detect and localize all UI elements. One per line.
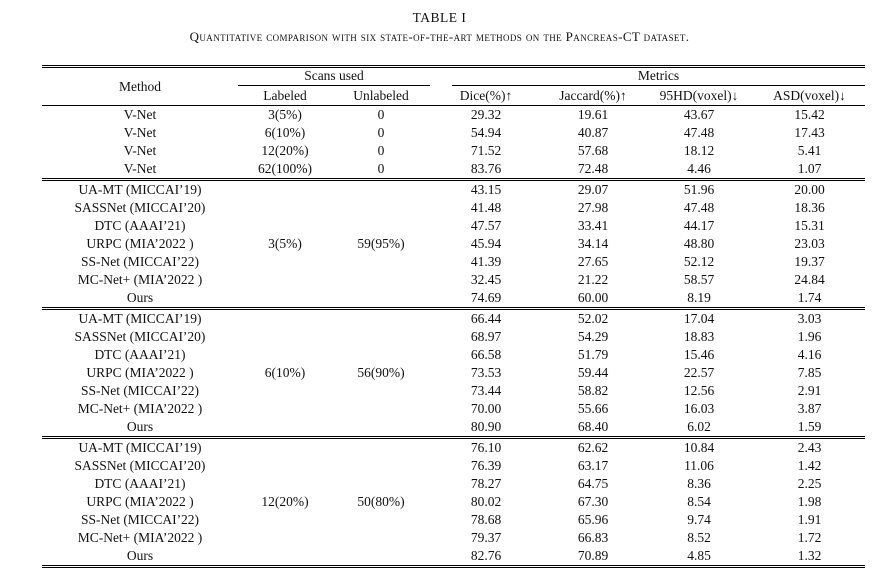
labeled-cell bbox=[238, 438, 332, 458]
dice-cell: 41.48 bbox=[470, 200, 502, 215]
method-cell: SASSNet (MICCAI’20) bbox=[74, 200, 206, 215]
method-cell: V-Net bbox=[123, 161, 157, 176]
jaccard-cell: 52.02 bbox=[577, 311, 609, 326]
jaccard-cell: 54.29 bbox=[577, 329, 609, 344]
table-group bbox=[42, 180, 865, 309]
jaccard-cell: 62.62 bbox=[577, 440, 609, 455]
labeled-cell bbox=[238, 418, 332, 438]
hd95-cell: 17.04 bbox=[683, 311, 715, 326]
jaccard-cell: 59.44 bbox=[577, 365, 609, 380]
hd95-cell: 58.57 bbox=[683, 272, 715, 287]
dice-cell: 76.39 bbox=[470, 458, 502, 473]
dice-cell: 68.97 bbox=[470, 329, 502, 344]
labeled-cell bbox=[238, 529, 332, 547]
dice-cell: 66.44 bbox=[470, 311, 502, 326]
table-row bbox=[42, 235, 865, 253]
jaccard-cell: 60.00 bbox=[577, 290, 609, 305]
method-cell: MC-Net+ (MIA’2022 ) bbox=[77, 401, 203, 416]
table-row bbox=[42, 493, 865, 511]
hd95-cell: 8.19 bbox=[687, 290, 711, 305]
hd95-cell: 9.74 bbox=[687, 512, 711, 527]
asd-cell: 1.59 bbox=[797, 419, 822, 434]
labeled-cell bbox=[238, 271, 332, 289]
dice-cell: 41.39 bbox=[470, 254, 502, 269]
unlabeled-cell bbox=[332, 511, 430, 529]
table-caption bbox=[0, 0, 879, 45]
table-row bbox=[42, 142, 865, 160]
metrics-label: Metrics bbox=[452, 68, 865, 86]
unlabeled-cell: 0 bbox=[377, 143, 385, 158]
hd95-cell: 18.83 bbox=[683, 329, 715, 344]
labeled-cell bbox=[238, 511, 332, 529]
dice-cell: 66.58 bbox=[470, 347, 502, 362]
asd-cell: 20.00 bbox=[794, 182, 825, 197]
hd95-cell: 4.46 bbox=[687, 161, 711, 176]
asd-cell: 2.25 bbox=[797, 476, 822, 491]
asd-cell: 1.42 bbox=[797, 458, 822, 473]
unlabeled-cell bbox=[332, 547, 430, 567]
table-row bbox=[42, 511, 865, 529]
method-cell: SS-Net (MICCAI’22) bbox=[80, 383, 200, 398]
hd95-cell: 8.54 bbox=[687, 494, 711, 509]
asd-cell: 4.16 bbox=[797, 347, 822, 362]
header-dice: Dice(%)↑ bbox=[459, 87, 513, 103]
dice-cell: 54.94 bbox=[470, 125, 502, 140]
unlabeled-cell bbox=[332, 382, 430, 400]
hd95-cell: 11.06 bbox=[684, 458, 714, 473]
dice-cell: 78.27 bbox=[470, 476, 502, 491]
asd-cell: 15.42 bbox=[794, 107, 825, 122]
unlabeled-cell bbox=[332, 418, 430, 438]
labeled-cell bbox=[238, 309, 332, 329]
method-cell: MC-Net+ (MIA’2022 ) bbox=[77, 272, 203, 287]
dice-cell: 80.02 bbox=[470, 494, 502, 509]
header-labeled: Labeled bbox=[263, 87, 307, 103]
unlabeled-cell bbox=[332, 271, 430, 289]
asd-cell: 2.43 bbox=[797, 440, 822, 455]
labeled-cell bbox=[238, 253, 332, 271]
table-row bbox=[42, 382, 865, 400]
jaccard-cell: 27.98 bbox=[577, 200, 609, 215]
labeled-cell: 12(20%) bbox=[261, 143, 309, 158]
dice-cell: 43.15 bbox=[470, 182, 502, 197]
asd-cell: 3.87 bbox=[797, 401, 822, 416]
table-title: Quantitative comparison with six state-of-the-art methods on the Pancreas-CT dataset. bbox=[189, 29, 690, 44]
dice-cell: 82.76 bbox=[470, 548, 502, 563]
labeled-cell: 12(20%) bbox=[261, 494, 309, 509]
header-asd: ASD(voxel)↓ bbox=[773, 87, 846, 103]
method-cell: Ours bbox=[126, 419, 154, 434]
unlabeled-cell bbox=[332, 199, 430, 217]
labeled-cell: 3(5%) bbox=[268, 107, 302, 122]
labeled-cell bbox=[238, 289, 332, 309]
labeled-cell bbox=[238, 475, 332, 493]
asd-cell: 19.37 bbox=[794, 254, 825, 269]
jaccard-cell: 64.75 bbox=[577, 476, 609, 491]
dice-cell: 29.32 bbox=[470, 107, 502, 122]
table-row bbox=[42, 309, 865, 329]
dice-cell: 32.45 bbox=[470, 272, 502, 287]
table-row bbox=[42, 124, 865, 142]
unlabeled-cell bbox=[332, 328, 430, 346]
jaccard-cell: 40.87 bbox=[577, 125, 609, 140]
method-cell: UA-MT (MICCAI’19) bbox=[78, 440, 202, 455]
asd-cell: 1.96 bbox=[797, 329, 822, 344]
hd95-cell: 47.48 bbox=[683, 125, 715, 140]
hd95-cell: 43.67 bbox=[683, 107, 715, 122]
hd95-cell: 10.84 bbox=[683, 440, 715, 455]
labeled-cell bbox=[238, 382, 332, 400]
asd-cell: 1.72 bbox=[797, 530, 822, 545]
asd-cell: 18.36 bbox=[794, 200, 825, 215]
jaccard-cell: 55.66 bbox=[577, 401, 609, 416]
table-row bbox=[42, 199, 865, 217]
dice-cell: 71.52 bbox=[470, 143, 502, 158]
unlabeled-cell bbox=[332, 438, 430, 458]
dice-cell: 79.37 bbox=[470, 530, 502, 545]
hd95-cell: 51.96 bbox=[683, 182, 715, 197]
hd95-cell: 4.85 bbox=[687, 548, 711, 563]
dice-cell: 47.57 bbox=[470, 218, 502, 233]
table-row bbox=[42, 457, 865, 475]
unlabeled-cell bbox=[332, 400, 430, 418]
method-cell: V-Net bbox=[123, 143, 157, 158]
jaccard-cell: 29.07 bbox=[577, 182, 609, 197]
dice-cell: 74.69 bbox=[470, 290, 502, 305]
unlabeled-cell bbox=[332, 180, 430, 200]
dice-cell: 70.00 bbox=[470, 401, 502, 416]
table-row bbox=[42, 475, 865, 493]
header-unlabeled: Unlabeled bbox=[353, 87, 409, 103]
table-row bbox=[42, 418, 865, 438]
method-cell: V-Net bbox=[123, 125, 157, 140]
hd95-cell: 44.17 bbox=[683, 218, 715, 233]
jaccard-cell: 66.83 bbox=[577, 530, 609, 545]
table-row bbox=[42, 106, 865, 125]
table-row bbox=[42, 346, 865, 364]
jaccard-cell: 70.89 bbox=[577, 548, 609, 563]
method-cell: SS-Net (MICCAI’22) bbox=[80, 254, 200, 269]
jaccard-cell: 72.48 bbox=[577, 161, 609, 176]
jaccard-cell: 34.14 bbox=[577, 236, 609, 251]
labeled-cell bbox=[238, 328, 332, 346]
header-95hd: 95HD(voxel)↓ bbox=[659, 87, 739, 103]
hd95-cell: 48.80 bbox=[683, 236, 715, 251]
hd95-cell: 16.03 bbox=[683, 401, 715, 416]
dice-cell: 83.76 bbox=[470, 161, 502, 176]
asd-cell: 24.84 bbox=[794, 272, 825, 287]
unlabeled-cell: 0 bbox=[377, 125, 385, 140]
table-row bbox=[42, 217, 865, 235]
asd-cell: 1.74 bbox=[797, 290, 822, 305]
unlabeled-cell bbox=[332, 529, 430, 547]
hd95-cell: 6.02 bbox=[687, 419, 711, 434]
jaccard-cell: 27.65 bbox=[577, 254, 609, 269]
table-header bbox=[42, 67, 865, 106]
labeled-cell bbox=[238, 457, 332, 475]
method-cell: DTC (AAAI’21) bbox=[94, 218, 186, 233]
table-row bbox=[42, 271, 865, 289]
hd95-cell: 52.12 bbox=[683, 254, 715, 269]
hd95-cell: 15.46 bbox=[683, 347, 715, 362]
labeled-cell bbox=[238, 346, 332, 364]
labeled-cell bbox=[238, 547, 332, 567]
unlabeled-cell: 50(80%) bbox=[357, 494, 405, 509]
hd95-cell: 22.57 bbox=[683, 365, 715, 380]
unlabeled-cell bbox=[332, 289, 430, 309]
dice-cell: 45.94 bbox=[470, 236, 502, 251]
method-cell: Ours bbox=[126, 548, 154, 563]
table-row bbox=[42, 180, 865, 200]
labeled-cell: 3(5%) bbox=[268, 236, 302, 251]
jaccard-cell: 65.96 bbox=[577, 512, 609, 527]
jaccard-cell: 57.68 bbox=[577, 143, 609, 158]
table-row bbox=[42, 438, 865, 458]
asd-cell: 7.85 bbox=[797, 365, 822, 380]
method-cell: UA-MT (MICCAI’19) bbox=[78, 182, 202, 197]
header-method: Method bbox=[119, 78, 161, 94]
asd-cell: 1.32 bbox=[797, 548, 822, 563]
unlabeled-cell: 0 bbox=[377, 107, 385, 122]
unlabeled-cell bbox=[332, 475, 430, 493]
method-cell: DTC (AAAI’21) bbox=[94, 476, 186, 491]
jaccard-cell: 63.17 bbox=[577, 458, 609, 473]
unlabeled-cell bbox=[332, 217, 430, 235]
hd95-cell: 18.12 bbox=[683, 143, 715, 158]
table-row bbox=[42, 547, 865, 567]
header-jaccard: Jaccard(%)↑ bbox=[559, 87, 627, 103]
unlabeled-cell: 0 bbox=[377, 161, 385, 176]
asd-cell: 1.91 bbox=[797, 512, 822, 527]
table-row bbox=[42, 328, 865, 346]
method-cell: V-Net bbox=[123, 107, 157, 122]
asd-cell: 17.43 bbox=[794, 125, 825, 140]
method-cell: SASSNet (MICCAI’20) bbox=[74, 458, 206, 473]
method-cell: URPC (MIA’2022 ) bbox=[86, 494, 194, 509]
asd-cell: 1.98 bbox=[797, 494, 822, 509]
results-table bbox=[42, 65, 865, 568]
header-scans-used bbox=[238, 67, 430, 87]
dice-cell: 76.10 bbox=[470, 440, 502, 455]
asd-cell: 1.07 bbox=[797, 161, 822, 176]
labeled-cell: 6(10%) bbox=[264, 125, 306, 140]
jaccard-cell: 67.30 bbox=[577, 494, 609, 509]
dice-cell: 73.44 bbox=[470, 383, 502, 398]
table-row bbox=[42, 289, 865, 309]
method-cell: UA-MT (MICCAI’19) bbox=[78, 311, 202, 326]
jaccard-cell: 51.79 bbox=[577, 347, 609, 362]
asd-cell: 23.03 bbox=[794, 236, 825, 251]
jaccard-cell: 21.22 bbox=[577, 272, 609, 287]
method-cell: DTC (AAAI’21) bbox=[94, 347, 186, 362]
labeled-cell bbox=[238, 400, 332, 418]
jaccard-cell: 33.41 bbox=[577, 218, 609, 233]
table-group bbox=[42, 106, 865, 180]
header-metrics bbox=[430, 67, 865, 87]
dice-cell: 73.53 bbox=[470, 365, 502, 380]
method-cell: URPC (MIA’2022 ) bbox=[86, 365, 194, 380]
method-cell: MC-Net+ (MIA’2022 ) bbox=[77, 530, 203, 545]
labeled-cell bbox=[238, 180, 332, 200]
method-cell: SS-Net (MICCAI’22) bbox=[80, 512, 200, 527]
jaccard-cell: 58.82 bbox=[577, 383, 609, 398]
jaccard-cell: 68.40 bbox=[577, 419, 609, 434]
dice-cell: 78.68 bbox=[470, 512, 502, 527]
table-row bbox=[42, 160, 865, 180]
table-row bbox=[42, 253, 865, 271]
method-cell: URPC (MIA’2022 ) bbox=[86, 236, 194, 251]
scans-used-label: Scans used bbox=[238, 68, 430, 86]
unlabeled-cell bbox=[332, 457, 430, 475]
method-cell: Ours bbox=[126, 290, 154, 305]
hd95-cell: 47.48 bbox=[683, 200, 715, 215]
table-group bbox=[42, 309, 865, 438]
dice-cell: 80.90 bbox=[470, 419, 502, 434]
hd95-cell: 8.52 bbox=[687, 530, 711, 545]
table-group bbox=[42, 438, 865, 567]
hd95-cell: 12.56 bbox=[683, 383, 715, 398]
asd-cell: 15.31 bbox=[794, 218, 825, 233]
method-cell: SASSNet (MICCAI’20) bbox=[74, 329, 206, 344]
table-row bbox=[42, 529, 865, 547]
asd-cell: 5.41 bbox=[797, 143, 822, 158]
unlabeled-cell: 59(95%) bbox=[357, 236, 405, 251]
unlabeled-cell bbox=[332, 309, 430, 329]
table-number: TABLE I bbox=[412, 10, 467, 25]
labeled-cell bbox=[238, 217, 332, 235]
table-row bbox=[42, 400, 865, 418]
unlabeled-cell bbox=[332, 346, 430, 364]
labeled-cell bbox=[238, 199, 332, 217]
hd95-cell: 8.36 bbox=[687, 476, 711, 491]
asd-cell: 3.03 bbox=[797, 311, 822, 326]
labeled-cell: 62(100%) bbox=[258, 161, 312, 176]
labeled-cell: 6(10%) bbox=[264, 365, 306, 380]
asd-cell: 2.91 bbox=[797, 383, 822, 398]
unlabeled-cell: 56(90%) bbox=[357, 365, 405, 380]
unlabeled-cell bbox=[332, 253, 430, 271]
jaccard-cell: 19.61 bbox=[577, 107, 609, 122]
table-row bbox=[42, 364, 865, 382]
